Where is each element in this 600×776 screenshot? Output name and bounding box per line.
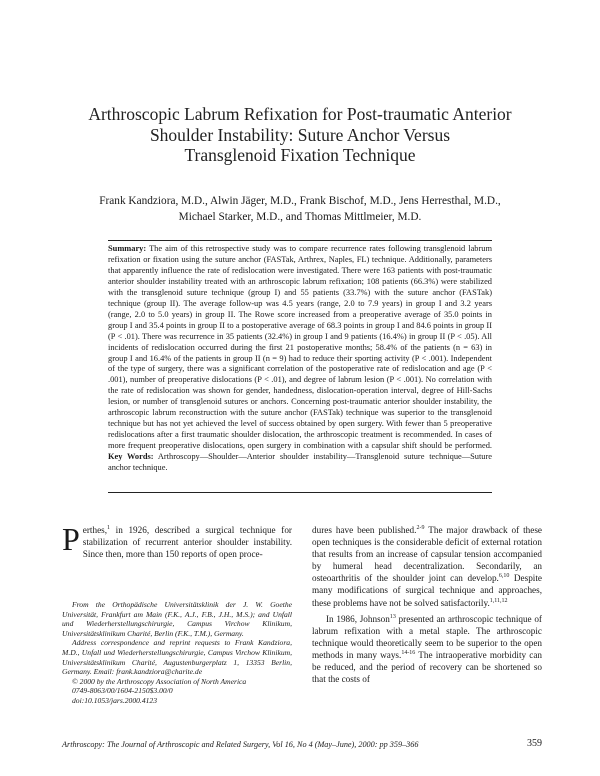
abstract-top-rule xyxy=(108,240,492,241)
footnote-copyright: © 2000 by the Arthroscopy Association of North America xyxy=(72,676,247,686)
abstract xyxy=(108,244,492,474)
summary-label: Summary: xyxy=(108,244,147,253)
title-line-1: Arthroscopic Labrum Refixation for Post-traumatic Anterior xyxy=(88,104,512,124)
abstract-bottom-rule xyxy=(108,492,492,493)
footnote-issn: 0749-8063/00/1604-2150$3.00/0 xyxy=(72,686,173,696)
para2-text-b: presented an arthroscopic technique of labrum refixation with a metal staple. The arthroscopic technique would theoretically seem to be superior to the open methods in many ways. xyxy=(312,613,542,660)
citation-ref: 14-16 xyxy=(401,649,416,656)
footnote-doi: doi:10.1053/jars.2000.4123 xyxy=(72,695,158,705)
intro-text-b: in 1926, described a surgical technique for stabilization of recurrent anterior shoulder instability. Since then, more than 150 reports of open proce- xyxy=(82,525,292,560)
affiliation-footnote xyxy=(62,600,292,706)
authors-line-2: Michael Starker, M.D., and Thomas Mittlmeier, M.D. xyxy=(178,210,422,223)
para1-text-a: dures have been published. xyxy=(312,525,417,535)
footnote-affiliation: From the Orthopädische Universitätsklinik der J. W. Goethe Universität, Frankfurt am Main (F.K., A.J., F.B., J.H., M.S.); and Unfall und Wiederherstellungschirurgie, Campus Virchow Klinikum, Universitätsklinikum Charité, Berlin (F.K., T.M.), Germany. xyxy=(62,600,292,638)
journal-footer: Arthroscopy: The Journal of Arthroscopic and Related Surgery, Vol 16, No 4 (May–June), 2000: pp 359–366 xyxy=(62,740,419,749)
para2-text-a: In 1986, Johnson xyxy=(326,613,390,624)
body-paragraph xyxy=(312,613,542,686)
drop-cap: P xyxy=(62,521,80,557)
body-paragraph xyxy=(312,524,542,609)
keywords-label: Key Words: xyxy=(108,452,154,462)
para1-text-c: Despite many modifications of surgical technique and approaches, these problems have not be solved satisfactorily. xyxy=(312,573,542,608)
footnote-correspondence: Address correspondence and reprint requests to Frank Kandziora, M.D., Unfall und Wiederherstellungschirurgie, Campus Virchow Klinikum, Universitätsklinikum Charité, Augustenburgerplatz 1, 13353 Berlin, Germany. Email: frank.kandziora@charite.de xyxy=(62,638,292,677)
authors-line-1: Frank Kandziora, M.D., Alwin Jäger, M.D., Frank Bischof, M.D., Jens Herresthal, M.D., xyxy=(99,195,501,207)
keywords-text: Arthroscopy—Shoulder—Anterior shoulder instability—Transglenoid suture technique—Suture anchor technique. xyxy=(108,452,492,473)
citation-ref: 2-9 xyxy=(416,524,425,531)
citation-ref: 1,11,12 xyxy=(489,597,508,604)
intro-text-a: erthes, xyxy=(82,525,108,535)
title-line-3: Transglenoid Fixation Technique xyxy=(184,145,416,165)
body-left-column xyxy=(62,521,292,560)
author-list xyxy=(40,194,560,225)
article-title xyxy=(40,104,560,166)
citation-ref: 13 xyxy=(389,613,396,620)
citation-ref: 1 xyxy=(107,524,111,531)
title-line-2: Shoulder Instability: Suture Anchor Versus xyxy=(149,124,451,145)
citation-ref: 6,10 xyxy=(498,573,510,580)
page-number: 359 xyxy=(527,738,542,749)
para2-text-c: The intraoperative morbidity can be reduced, and the period of recovery can be shortened so that the costs of xyxy=(312,649,543,685)
para1-text-b: The major drawback of these open techniques is the considerable deficit of external rotation that results from an increase of capsular tension accompanied by humeral head decentralization. Secondarily, an osteoarthritis of the shoulder joint can develop. xyxy=(312,525,542,584)
body-right-column xyxy=(312,524,542,685)
summary-text: The aim of this retrospective study was to compare recurrence rates following transglenoid labrum refixation or fixation using the suture anchor (FASTak, Arthrex, Naples, FL) technique. Additionally, parameters that apparently influence the rate of redislocation were investigated. There were 163 patients with post-traumatic anterior shoulder instability treated with an arthroscopic labrum refixation; 108 patients (66.3%) were stabilized with the transglenoid suture technique (group I) and 55 patients (33.7%) with the suture anchor (FASTak) technique (group II). The average follow-up was 4.5 years (range, 2.0 to 7.9 years) in group I and 3.2 years (range, 2.0 to 5.0 years) in group II. The Rowe score increased from a preoperative average of 35.0 points in group I and 35.4 points in group II to a postoperative average of 68.3 points in group I and 84.6 points in group II (P < .01). There was recurrence in 35 patients (32.4%) in group I and 9 patients (16.4%) in group II (P < .05). All incidents of redislocation occurred during the first 21 postoperative months; 58.4% of the patients (n = 63) in group I and 16.4% of the patients in group II (n = 9) had to reduce their sporting activity (P < .001). Independent of the type of surgery, there was a significant correlation of the postoperative rate of redislocation and age (P < .001), number of preoperative dislocations (P < .01), and degree of labrum lesion (P < .001). No correlation with the rate of redislocation was shown for gender, handedness, dislocation-operation interval, degree of Hill-Sachs lesion, or number of transglenoid sutures or anchors. Concerning post-traumatic anterior shoulder instability, the arthroscopic labrum reconstruction with the suture anchor (FASTak) technique was superior to the transglenoid technique but has not yet achieved the level of success obtained by open surgery. With fewer than 5 preoperative redislocations after a first traumatic shoulder dislocation, the arthroscopic treatment is recommended. In cases of more frequent preoperative dislocations, open surgery in combination with a capsular shift should be performed. xyxy=(108,244,492,451)
